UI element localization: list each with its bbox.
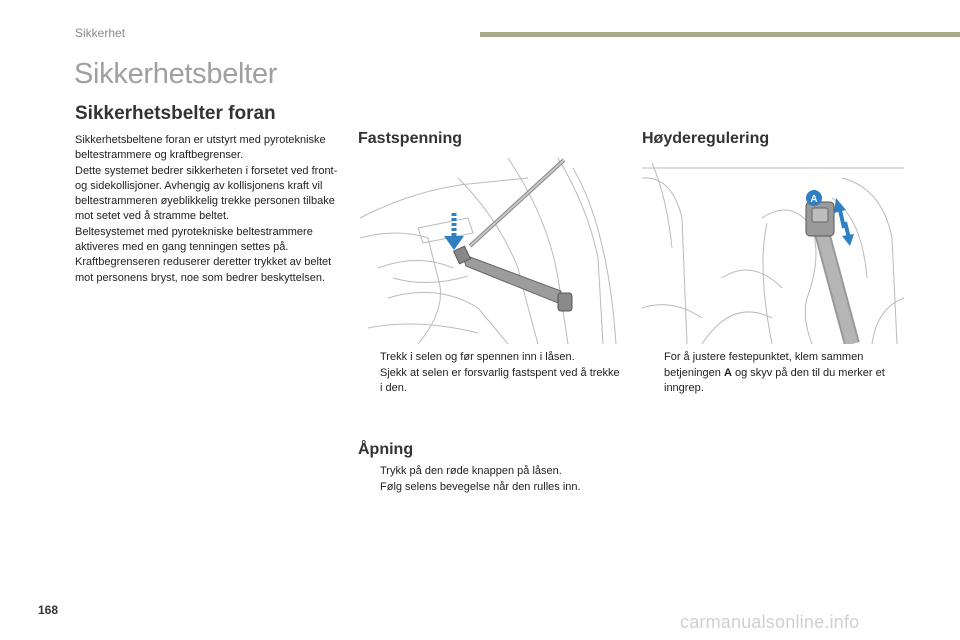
buckle-illustration: [358, 158, 620, 344]
hoyderegulering-bullets: [642, 350, 904, 397]
page-title: Sikkerhetsbelter: [74, 58, 278, 90]
callout-a-badge: [806, 190, 822, 206]
intro-paragraph: Sikkerhetsbeltene foran er utstyrt med pyrotekniske beltestrammere og kraftbegrenser.: [75, 134, 326, 162]
intro-paragraph: Kraftbegrenseren reduserer deretter trykket av beltet mot personens bryst, noe som bedrer beskyttelsen.: [75, 256, 332, 284]
page-subtitle: Sikkerhetsbelter foran: [75, 103, 276, 124]
section-label: Sikkerhet: [75, 26, 126, 40]
list-item: Trekk i selen og før spennen inn i låsen.: [380, 351, 575, 363]
height-adjust-illustration: [642, 158, 904, 344]
callout-a-label: A: [810, 194, 818, 205]
fastspenning-bullets: [358, 350, 620, 397]
header-accent-bar: [480, 32, 960, 37]
list-item: Trykk på den røde knappen på låsen.: [380, 465, 562, 477]
intro-paragraph: Beltesystemet med pyrotekniske beltestrammere aktiveres med en gang tenningen settes på.: [75, 225, 313, 254]
page-number: 168: [38, 603, 59, 617]
list-item: For å justere festepunktet, klem sammen betjeningen A og skyv på den til du merker et inngrep.: [664, 351, 885, 394]
apning-heading: Åpning: [358, 441, 414, 458]
watermark: carmanualsonline.info: [680, 612, 860, 632]
intro-paragraph: Dette systemet bedrer sikkerheten i forsetet ved front- og sidekollisjoner. Avhengig av kollisjonens kraft vil beltestrammeren øyeblikkelig trekke personen tilbake mot setet ved å stramme beltet.: [75, 164, 338, 223]
push-arrow-icon: [444, 213, 464, 250]
apning-bullets: [358, 464, 620, 495]
adjust-arrows-icon: [834, 198, 854, 246]
fastspenning-heading: Fastspenning: [358, 130, 463, 147]
hoyderegulering-heading: Høyderegulering: [642, 130, 770, 147]
list-item: Følg selens bevegelse når den rulles inn.: [380, 480, 581, 493]
intro-text: [75, 133, 340, 286]
list-item: Sjekk at selen er forsvarlig fastspent ved å trekke i den.: [380, 366, 620, 394]
